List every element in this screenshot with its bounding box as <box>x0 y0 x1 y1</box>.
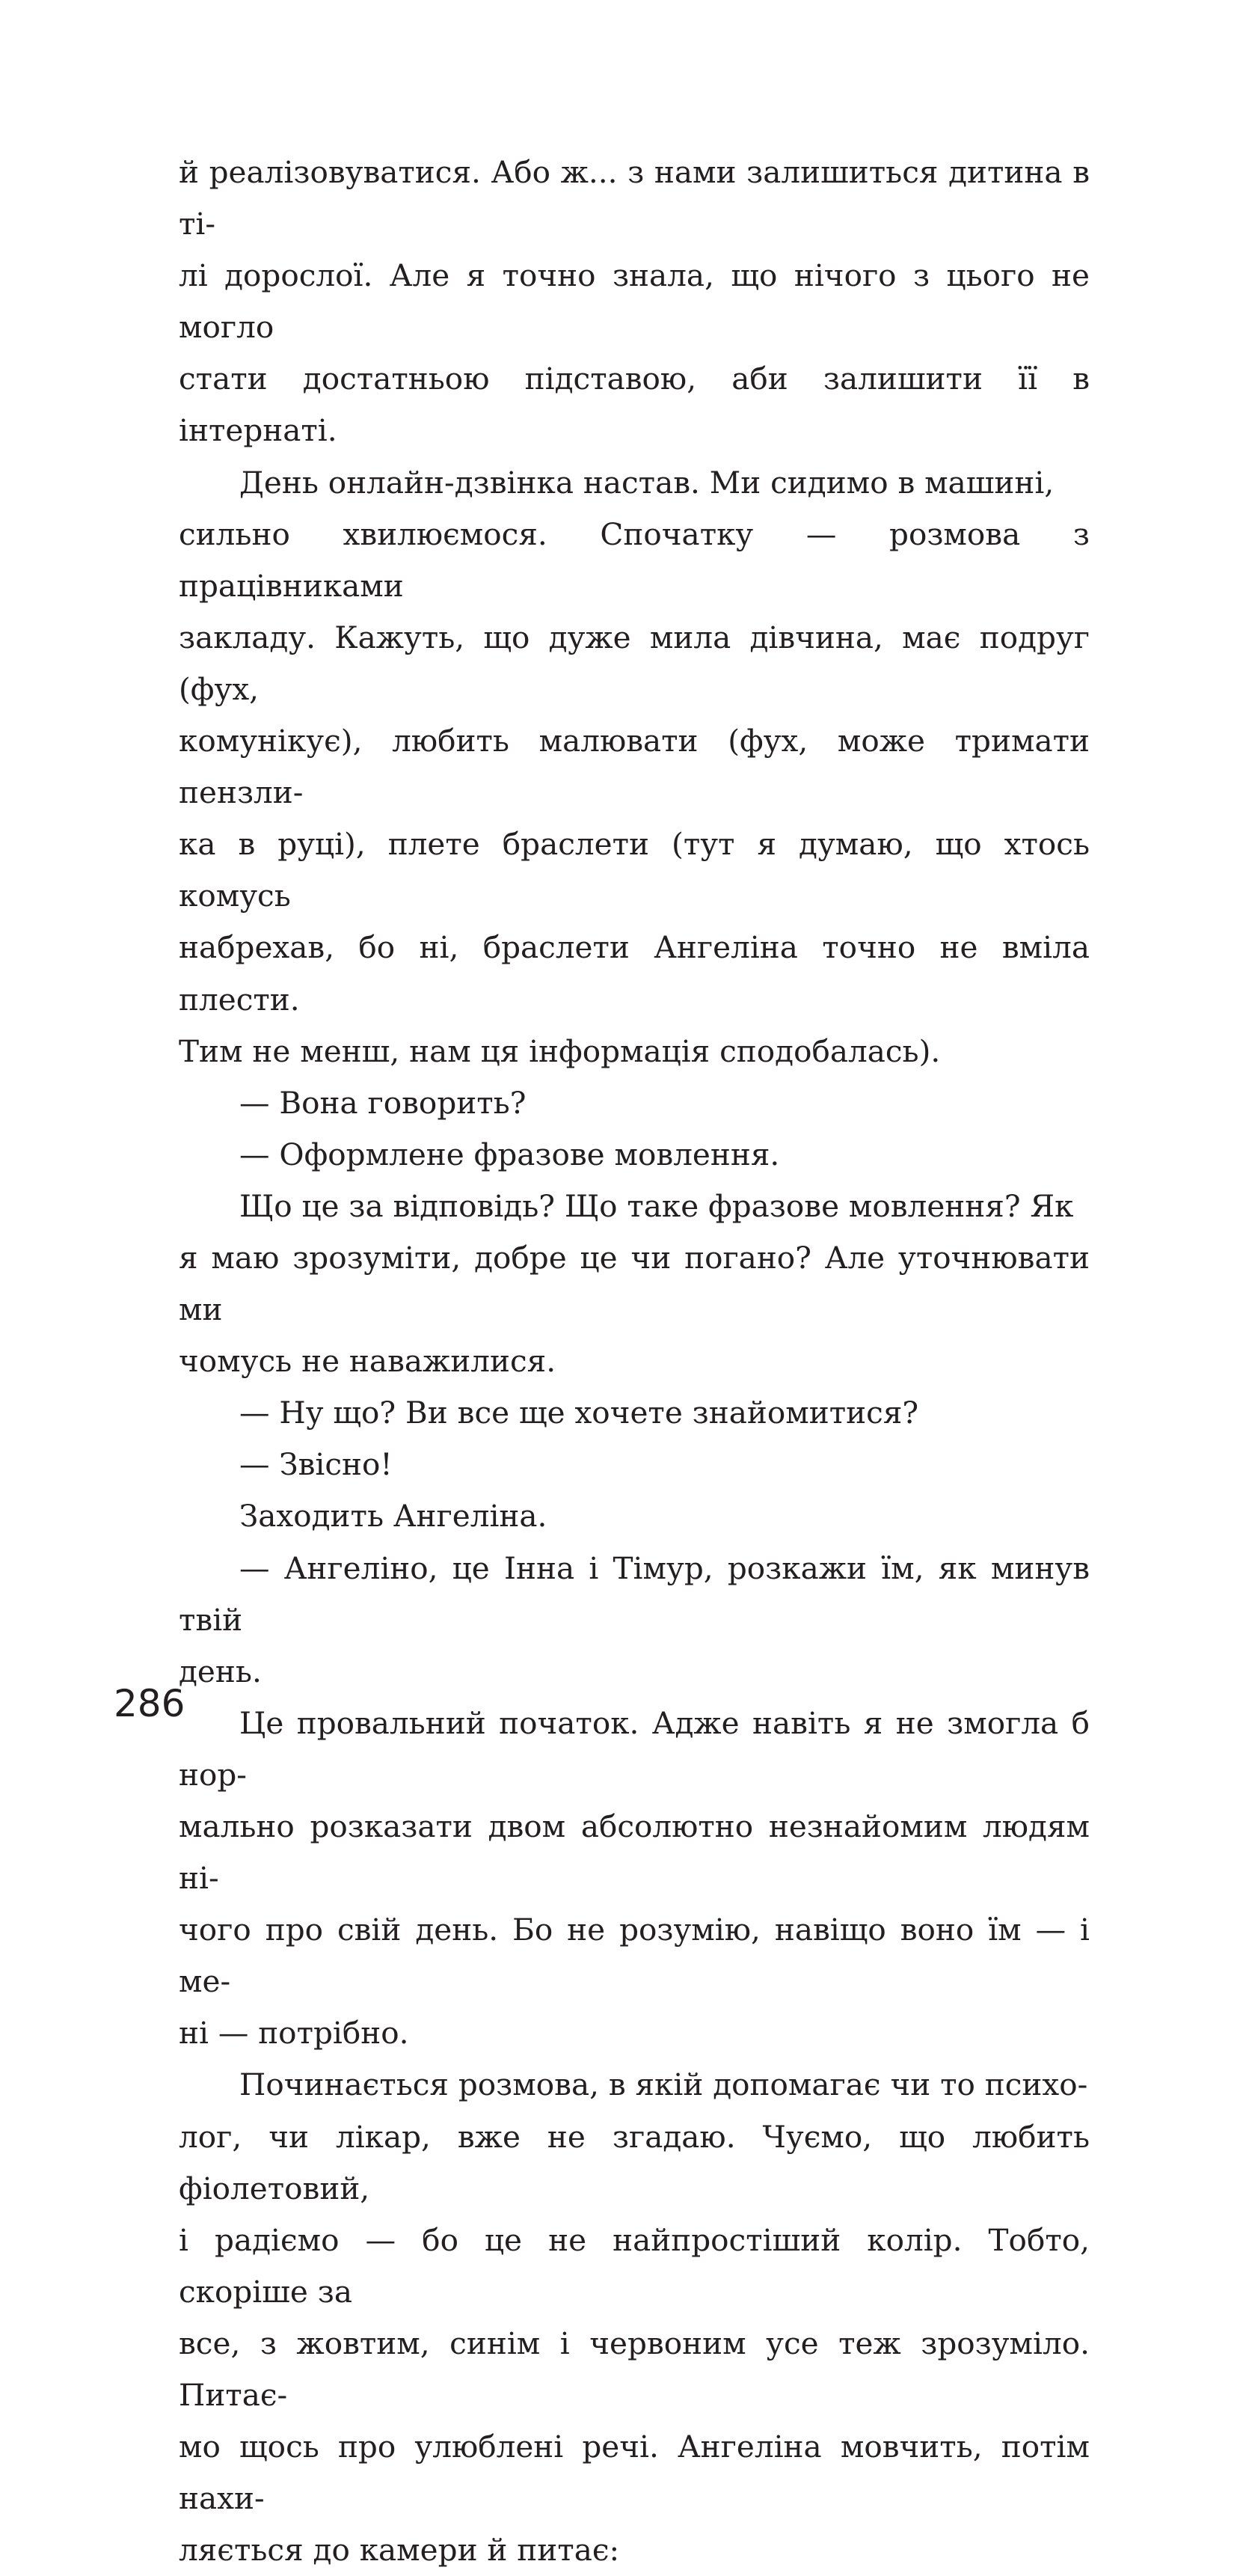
dialogue-line-still-want: — Ну що? Ви все ще хочете знайомитися? <box>239 1395 919 1431</box>
paragraph-angelina-enters: Заходить Ангеліна. <box>239 1498 547 1535</box>
body-text <box>179 147 1090 2576</box>
paragraph-call-day: День онлайн-дзвінка настав. Ми сидимо в машині, сильно хвилюємося. Спочатку — розмова з працівниками закладу. Кажуть, що дуже мила дівчина, має подруг (фух, комунікує), любить малювати (фух, може тримати пензли- ка в руці), плете браслети (тут я думаю, що хтось комусь набрехав, бо ні, браслети Ангеліна точно не вміла плести. Тим не менш, нам ця інформація сподобалась). <box>179 464 1090 1069</box>
paragraph-failed-start: Це провальний початок. Адже навіть я не змогла б нор- мально розказати двом абсолютно незнайомим людям ні- чого про свій день. Бо не розумію, навіщо воно їм — і ме- ні — потрібно. <box>179 1704 1090 2052</box>
dialogue-line-tell-day: — Ангеліно, це Інна і Тімур, розкажи їм, як минув твій день. <box>179 1549 1090 1689</box>
paragraph-what-answer: Що це за відповідь? Що таке фразове мовлення? Як я маю зрозуміти, добре це чи погано? Але уточнювати ми чомусь не наважилися. <box>179 1187 1090 1380</box>
paragraph-conversation: Починається розмова, в якій допомагає чи то психо- лог, чи лікар, вже не згадаю. Чуємо, що любить фіолетовий, і радіємо — бо це не найпростіший колір. Тобто, скоріше за все, з жовтим, синім і червоним усе теж зрозуміло. Питає- мо щось про улюблені речі. Ангеліна мовчить, потім нахи- ляється до камери й питає: <box>179 2066 1090 2569</box>
paragraph-continuation: й реалізовуватися. Або ж... з нами залишиться дитина в ті- лі дорослої. Але я точно знала, що нічого з цього не могло стати достатньою підставою, аби залишити її в інтернаті. <box>179 154 1090 449</box>
dialogue-line-answer-speech: — Оформлене фразове мовлення. <box>239 1136 780 1172</box>
dialogue-line-question-speaks: — Вона говорить? <box>239 1084 527 1121</box>
page-number: 286 <box>114 1682 185 1725</box>
dialogue-line-of-course: — Звісно! <box>239 1446 393 1483</box>
